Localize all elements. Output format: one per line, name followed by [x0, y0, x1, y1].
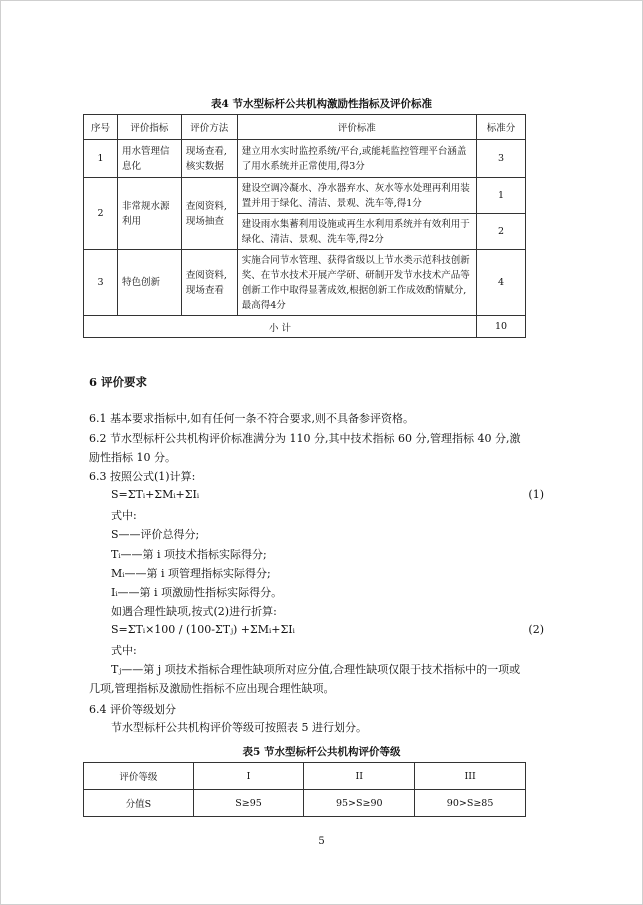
cell-method: 查阅资料,现场抽查	[181, 178, 237, 250]
cell-score: 2	[477, 214, 526, 250]
header-method: 评价方法	[181, 115, 237, 140]
table4-caption: 表4 节水型标杆公共机构激励性指标及评价标准	[211, 98, 432, 110]
para-6-1: 6.1 基本要求指标中,如有任何一条不符合要求,则不具备参评资格。	[89, 412, 414, 425]
para-6-2-line2: 励性指标 10 分。	[89, 451, 176, 464]
para-6-3: 6.3 按照公式(1)计算:	[89, 470, 196, 483]
table-row	[84, 140, 526, 178]
section6-title: 6 评价要求	[89, 375, 148, 389]
table-row	[84, 250, 526, 316]
cell-criteria: 建立用水实时监控系统/平台,或能耗监控管理平台涵盖了用水系统并正常使用,得3分	[237, 140, 476, 178]
definition-t: Tᵢ——第 i 项技术指标实际得分;	[111, 548, 267, 561]
cell-no: 2	[84, 178, 118, 250]
equation-1: S=ΣTᵢ+ΣMᵢ+ΣIᵢ	[111, 488, 200, 501]
cell-criteria: 建设空调冷凝水、净水器弃水、灰水等水处理再利用装置并用于绿化、清洁、景观、洗车等,得1分	[237, 178, 476, 214]
score-range-2: 95>S≥90	[304, 790, 415, 817]
cell-method: 现场查看,核实数据	[181, 140, 237, 178]
table4	[83, 114, 526, 338]
cell-method: 查阅资料,现场查看	[181, 250, 237, 316]
table-row	[84, 178, 526, 214]
table-row	[84, 763, 526, 790]
definition-m: Mᵢ——第 i 项管理指标实际得分;	[111, 567, 271, 580]
para-6-2-line1: 6.2 节水型标杆公共机构评价标准满分为 110 分,其中技术指标 60 分,管理指标 40 分,激	[89, 432, 521, 445]
cell-criteria: 实施合同节水管理、获得省级以上节水类示范科技创新奖、在节水技术开展产学研、研制开发节水技术产品等创新工作中取得显著成效,根据创新工作成效酌情赋分,最高得4分	[237, 250, 476, 316]
cell-indicator: 特色创新	[117, 250, 181, 316]
page-number: 5	[318, 836, 325, 847]
cell-score: 3	[477, 140, 526, 178]
reasonable-gap-note: 如遇合理性缺项,按式(2)进行折算:	[111, 605, 277, 618]
definition-i: Iᵢ——第 i 项激励性指标实际得分。	[111, 586, 283, 599]
where-label-1: 式中:	[111, 509, 137, 522]
table5-caption: 表5 节水型标杆公共机构评价等级	[242, 746, 401, 758]
equation-2-number: (2)	[528, 623, 544, 636]
equation-1-number: (1)	[528, 488, 544, 501]
cell-score: 4	[477, 250, 526, 316]
where-label-2: 式中:	[111, 644, 137, 657]
header-no: 序号	[84, 115, 118, 140]
definition-s: S——评价总得分;	[111, 528, 200, 541]
table5	[83, 762, 526, 817]
grade-label: 评价等级	[84, 763, 194, 790]
cell-no: 1	[84, 140, 118, 178]
score-range-1: S≥95	[193, 790, 304, 817]
grade-3: III	[415, 763, 526, 790]
header-indicator: 评价指标	[117, 115, 181, 140]
header-score: 标准分	[477, 115, 526, 140]
cell-criteria: 建设雨水集蓄利用设施或再生水利用系统并有效利用于绿化、清洁、景观、洗车等,得2分	[237, 214, 476, 250]
subtotal-value: 10	[477, 316, 526, 338]
cell-score: 1	[477, 178, 526, 214]
cell-indicator: 用水管理信息化	[117, 140, 181, 178]
definition-tj-line2: 几项,管理指标及激励性指标不应出现合理性缺项。	[89, 682, 335, 695]
table4-header-row	[84, 115, 526, 140]
cell-indicator: 非常规水源利用	[117, 178, 181, 250]
para-6-4-body: 节水型标杆公共机构评价等级可按照表 5 进行划分。	[111, 721, 367, 734]
table-row	[84, 790, 526, 817]
subtotal-label: 小 计	[84, 316, 477, 338]
para-6-4: 6.4 评价等级划分	[89, 703, 176, 716]
definition-tj-line1: Tⱼ——第 j 项技术指标合理性缺项所对应分值,合理性缺项仅限于技术指标中的一项或	[111, 663, 521, 676]
table4-subtotal-row	[84, 316, 526, 338]
score-label: 分值S	[84, 790, 194, 817]
grade-2: II	[304, 763, 415, 790]
header-criteria: 评价标准	[237, 115, 476, 140]
score-range-3: 90>S≥85	[415, 790, 526, 817]
grade-1: I	[193, 763, 304, 790]
equation-2: S=ΣTᵢ×100 / (100-ΣTⱼ) +ΣMᵢ+ΣIᵢ	[111, 623, 295, 636]
cell-no: 3	[84, 250, 118, 316]
